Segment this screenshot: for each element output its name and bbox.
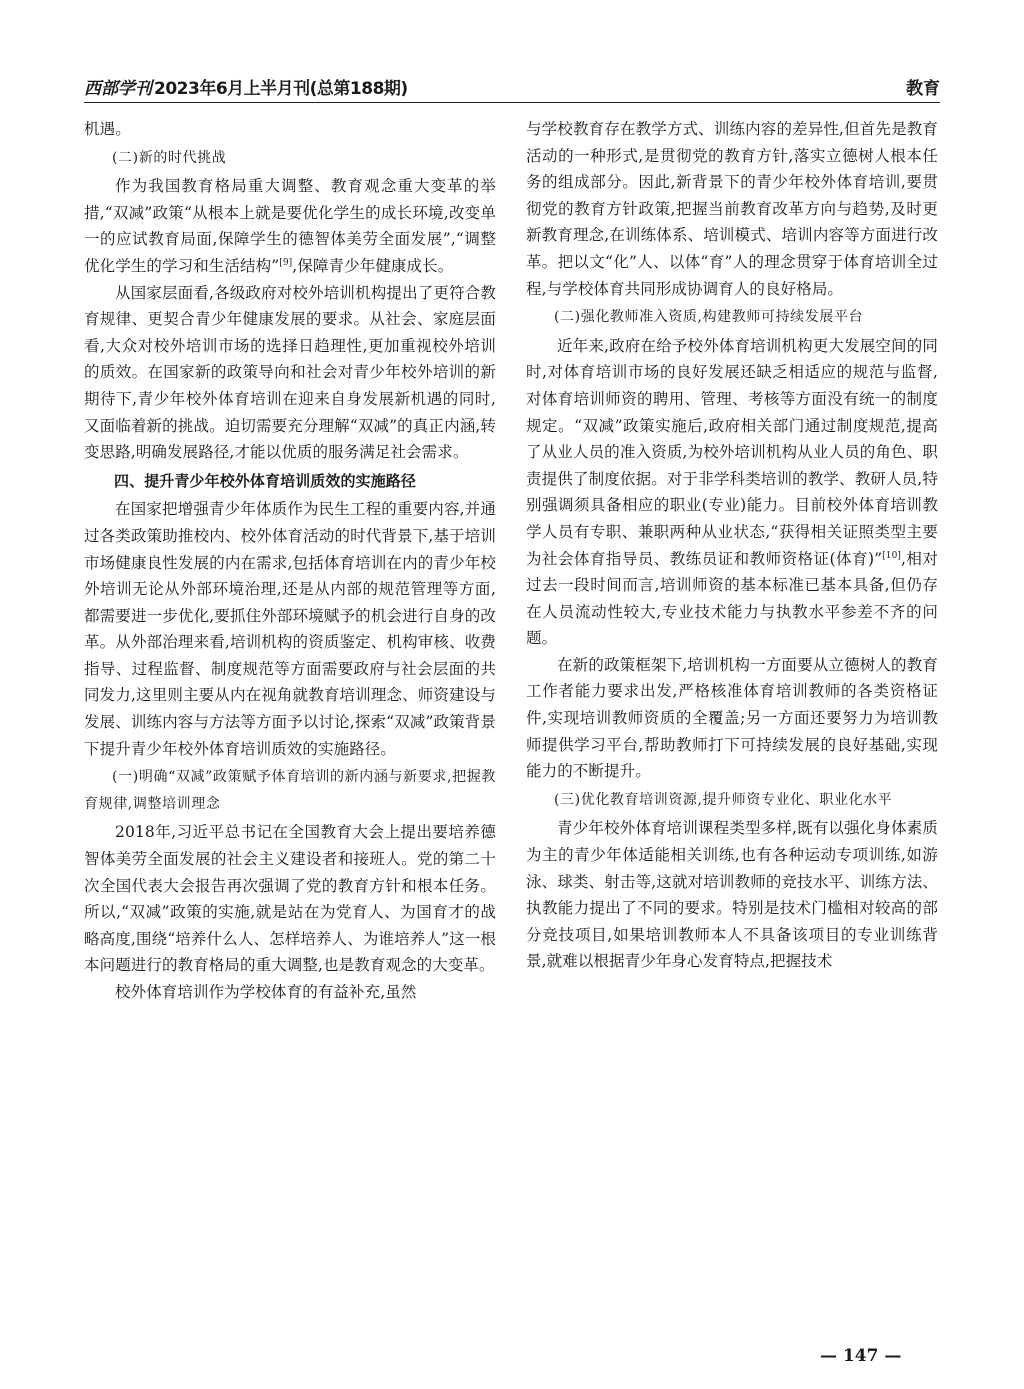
paragraph: 校外体育培训作为学校体育的有益补充,虽然	[115, 983, 417, 1001]
paragraph: 作为我国教育格局重大调整、教育观念重大变革的举措,“双减”政策“从根本上就是要优化学生的成长环境,改变单一的应试教育局面,保障学生的德智体美劳全面发展”,“调整优化学生的学习和生活结构”[9],保障青少年健康成长。	[84, 177, 496, 275]
right-column	[526, 116, 938, 975]
left-column	[84, 116, 496, 1006]
paragraph: 在国家把增强青少年体质作为民生工程的重要内容,并通过各类政策助推校内、校外体育活动的时代背景下,基于培训市场健康良性发展的内在需求,包括体育培训在内的青少年校外培训无论从外部环境治理,还是从内部的规范管理等方面,都需要进一步优化,要抓住外部环境赋予的机会进行自身的改革。从外部治理来看,培训机构的资质鉴定、机构审核、收费指导、过程监督、制度规范等方面需要政府与社会层面的共同发力,这里则主要从内在视角就教育培训理念、师资建设与发展、训练内容与方法等方面予以讨论,探索“双减”政策背景下提升青少年校外体育培训质效的实施路径。	[84, 500, 496, 758]
paragraph: 青少年校外体育培训课程类型多样,既有以强化身体素质为主的青少年体适能相关训练,也有各种运动专项训练,如游泳、球类、射击等,这就对培训教师的竞技水平、训练方法、执教能力提出了不同的要求。特别是技术门槛相对较高的部分竞技项目,如果培训教师本人不具备该项目的专业训练背景,就难以根据青少年身心发育特点,把握技术	[526, 819, 938, 971]
paragraph: 2018年,习近平总书记在全国教育大会上提出要培养德智体美劳全面发展的社会主义建设者和接班人。党的第二十次全国代表大会报告再次强调了党的教育方针和根本任务。所以,“双减”政策的实施,就是站在为党育人、为国育才的战略高度,围绕“培养什么人、怎样培养人、为谁培养人”这一根本问题进行的教育格局的重大调整,也是教育观念的大变革。	[84, 823, 496, 975]
page-number: — 147 —	[820, 1346, 902, 1366]
journal-issue	[84, 74, 408, 99]
citation-ref: [10]	[882, 550, 902, 561]
paragraph: 在新的政策框架下,培训机构一方面要从立德树人的教育工作者能力要求出发,严格核准体育培训教师的各类资格证件,实现培训教师资质的全覆盖;另一方面还要努力为培训教师提供学习平台,帮助教师打下可持续发展的良好基础,实现能力的不断提升。	[526, 655, 938, 781]
running-header	[84, 70, 940, 103]
section-label: 教育	[906, 79, 940, 99]
issue-info: 2023年6月上半月刊(总第188期)	[154, 79, 408, 99]
paragraph: 从国家层面看,各级政府对校外培训机构提出了更符合教育规律、更契合青少年健康发展的要求。从社会、家庭层面看,大众对校外培训市场的选择日趋理性,更加重视校外培训的质效。在国家新的政策导向和社会对青少年校外培训的新期待下,青少年校外体育培训在迎来自身发展新机遇的同时,又面临着新的挑战。迫切需要充分理解“双减”的真正内涵,转变思路,明确发展路径,才能以优质的服务满足社会需求。	[84, 283, 496, 462]
paragraph: 机遇。	[84, 120, 131, 138]
citation-ref: [9]	[279, 257, 293, 268]
subheading: (二)新的时代挑战	[112, 149, 227, 166]
paragraph: 与学校教育存在教学方式、训练内容的差异性,但首先是教育活动的一种形式,是贯彻党的教育方针,落实立德树人根本任务的组成部分。因此,新背景下的青少年校外体育培训,要贯彻党的教育方针政策,把握当前教育改革方向与趋势,及时更新教育理念,在训练体系、培训模式、培训内容等方面进行改革。把以文“化”人、以体“育”人的理念贯穿于体育培训全过程,与学校体育共同形成协调育人的良好格局。	[526, 120, 938, 298]
section-heading: 四、提升青少年校外体育培训质效的实施路径	[114, 471, 417, 490]
subheading: (一)明确“双减”政策赋予体育培训的新内涵与新要求,把握教育规律,调整培训理念	[84, 769, 496, 812]
subheading: (二)强化教师准入资质,构建教师可持续发展平台	[554, 309, 864, 326]
subheading: (三)优化教育培训资源,提升师资专业化、职业化水平	[554, 791, 893, 808]
paragraph: 近年来,政府在给予校外体育培训机构更大发展空间的同时,对体育培训市场的良好发展还缺乏相适应的规范与监督,对体育培训师资的聘用、管理、考核等方面没有统一的制度规定。“双减”政策实施后,政府相关部门通过制度规范,提高了从业人员的准入资质,为校外培训机构从业人员的角色、职责提供了制度依据。对于非学科类培训的教学、教研人员,特别强调须具备相应的职业(专业)能力。目前校外体育培训教学人员有专职、兼职两种从业状态,“获得相关证照类型主要为社会体育指导员、教练员证和教师资格证(体育)”[10],相对过去一段时间而言,培训师资的基本标准已基本具备,但仍存在人员流动性较大,专业技术能力与执教水平参差不齐的问题。	[526, 336, 939, 648]
journal-logo: 西部学刊	[84, 79, 152, 99]
